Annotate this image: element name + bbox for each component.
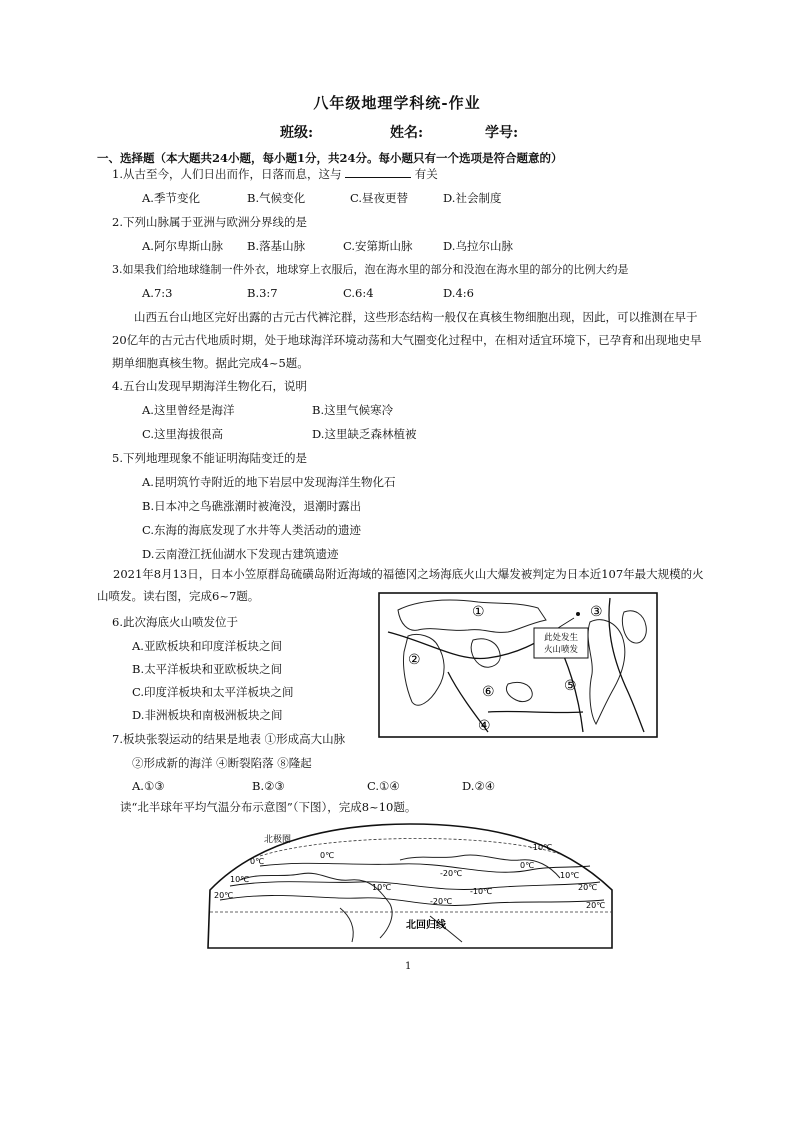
q3-option-a: A.7:3 [142, 286, 173, 300]
question-1-stem-a: 1.从古至今，人们日出而作，日落而息，这与 [112, 167, 342, 181]
isotherm-label: -10℃ [530, 843, 553, 852]
student-id-label: 学号: [485, 125, 519, 141]
isotherm-label: -20℃ [430, 897, 453, 906]
callout-line-2: 火山喷发 [543, 645, 579, 655]
q2-option-a: A.阿尔卑斯山脉 [142, 239, 223, 253]
q1-option-b: B.气候变化 [247, 191, 306, 205]
q7-option-d: D.②④ [462, 779, 496, 793]
page-number: 1 [405, 961, 412, 972]
question-7-stem-a: 7.板块张裂运动的结果是地表 ①形成高大山脉 [112, 732, 346, 746]
page-title: 八年级地理学科统-作业 [313, 94, 481, 112]
q5-option-c: C.东海的海底发现了水井等人类活动的遗迹 [142, 523, 362, 537]
reading-passage-3: 读“北半球年平均气温分布示意图”（下图），完成8~10题。 [120, 800, 417, 814]
isotherm-label: -20℃ [440, 869, 463, 878]
callout-line-1: 此处发生 [543, 633, 579, 643]
q6-option-c: C.印度洋板块和太平洋板块之间 [132, 685, 294, 699]
temperature-distribution-map [200, 820, 620, 952]
isotherm-label: 10℃ [560, 871, 580, 880]
q4-option-c: C.这里海拔很高 [142, 427, 224, 441]
q4-option-d: D.这里缺乏森林植被 [312, 427, 417, 441]
q3-option-c: C.6:4 [343, 286, 374, 300]
question-5-stem: 5.下列地理现象不能证明海陆变迁的是 [112, 451, 307, 465]
question-6-stem: 6.此次海底火山喷发位于 [112, 615, 238, 629]
q3-option-b: B.3:7 [247, 286, 278, 300]
q5-option-b: B.日本冲之鸟礁涨潮时被淹没，退潮时露出 [142, 499, 362, 513]
q6-option-a: A.亚欧板块和印度洋板块之间 [132, 639, 282, 653]
tropic-of-cancer-label: 北回归线 [406, 920, 446, 931]
plate-label-5: ⑤ [564, 678, 577, 694]
q1-option-d: D.社会制度 [443, 191, 502, 205]
q1-option-a: A.季节变化 [142, 191, 200, 205]
question-3-stem: 3.如果我们给地球缝制一件外衣，地球穿上衣服后，泡在海水里的部分和没泡在海水里的部分的比例大约是 [112, 263, 629, 276]
isotherm-label: 10℃ [230, 875, 250, 884]
q2-option-b: B.落基山脉 [247, 239, 306, 253]
plate-label-6: ⑥ [482, 684, 495, 700]
q3-option-d: D.4:6 [443, 286, 474, 300]
answer-blank [345, 166, 411, 178]
q4-option-b: B.这里气候寒冷 [312, 403, 394, 417]
class-label: 班级: [280, 125, 314, 141]
isotherm-label: 10℃ [372, 883, 392, 892]
plate-label-4: ④ [478, 718, 491, 734]
plate-label-3: ③ [590, 604, 603, 620]
q5-option-d: D.云南澄江抚仙湖水下发现古建筑遗迹 [142, 547, 339, 561]
q4-option-a: A.这里曾经是海洋 [142, 403, 235, 417]
q6-option-d: D.非洲板块和南极洲板块之间 [132, 708, 283, 722]
isotherm-label: 20℃ [578, 883, 598, 892]
q7-option-c: C.①④ [367, 779, 400, 793]
section-heading: 一、选择题（本大题共24小题，每小题1分，共24分。每小题只有一个选项是符合题意的） [97, 151, 563, 165]
q5-option-a: A.昆明筑竹寺附近的地下岩层中发现海洋生物化石 [142, 475, 396, 489]
q7-option-a: A.①③ [132, 779, 165, 793]
isotherm-label: 20℃ [586, 901, 606, 910]
question-1 [112, 166, 438, 182]
plate-label-1: ① [472, 604, 485, 620]
isotherm-label: 0℃ [320, 851, 335, 860]
reading-passage-1: 山西五台山地区完好出露的古元古代裤沱群，这些形态结构一般仅在真核生物细胞出现，因此，可以推测在早于20亿年的古元古代地质时期，处于地球海洋环境动荡和大气圈变化过程中，在相对适宜环境下，已孕育和出现地史早期单细胞真核生物。据此完成4~5题。 [112, 310, 702, 370]
isotherm-label: 20℃ [214, 891, 234, 900]
isotherm-label: -10℃ [470, 887, 493, 896]
q6-option-b: B.太平洋板块和亚欧板块之间 [132, 662, 283, 676]
arctic-circle-label: 北极圈 [264, 835, 292, 845]
name-label: 姓名: [390, 125, 424, 141]
question-7-stem-b: ②形成新的海洋 ④断裂陷落 ⑧隆起 [132, 756, 312, 770]
reading-passage-2: 2021年8月13日，日本小笠原群岛硫磺岛附近海域的福德冈之场海底火山大爆发被判定为日本近107年最大规模的火山喷发。读右图，完成6~7题。 [97, 567, 704, 603]
q1-option-c: C.昼夜更替 [350, 191, 409, 205]
isotherm-label: 0℃ [250, 857, 265, 866]
question-1-stem-b: 有关 [414, 167, 438, 181]
isotherm-label: 0℃ [520, 861, 535, 870]
question-4-stem: 4.五台山发现早期海洋生物化石，说明 [112, 379, 307, 393]
question-2-stem: 2.下列山脉属于亚洲与欧洲分界线的是 [112, 215, 307, 229]
plate-label-2: ② [408, 652, 421, 668]
q7-option-b: B.②③ [252, 779, 285, 793]
q2-option-c: C.安第斯山脉 [343, 239, 413, 253]
plate-tectonics-map [378, 592, 658, 738]
q2-option-d: D.乌拉尔山脉 [443, 239, 513, 253]
